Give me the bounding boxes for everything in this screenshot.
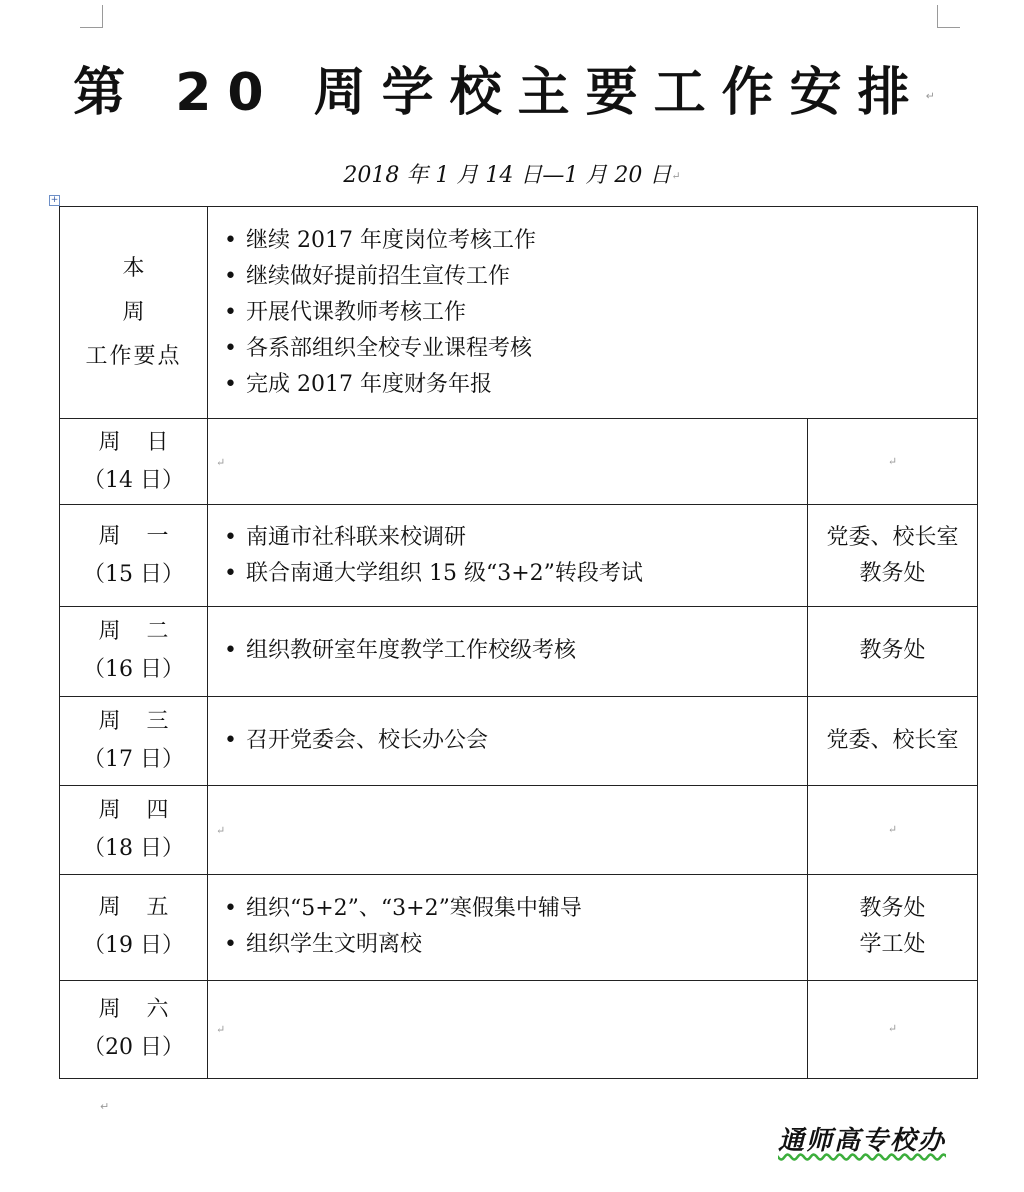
day-items-cell <box>208 785 808 874</box>
paragraph-mark: ↵ <box>887 1022 898 1036</box>
day-name: 周二 <box>98 619 195 645</box>
schedule-table <box>59 206 978 1079</box>
day-name: 周四 <box>98 797 195 823</box>
summary-items-cell <box>208 207 978 419</box>
day-row <box>60 607 978 696</box>
day-item <box>224 723 807 759</box>
summary-item <box>224 259 977 295</box>
day-name: 周五 <box>98 895 195 921</box>
bullet-icon: • <box>224 727 237 753</box>
day-row <box>60 785 978 874</box>
day-cell <box>60 419 208 505</box>
day-date: （14 日） <box>83 467 184 493</box>
dept-cell <box>808 785 978 874</box>
bullet-icon: • <box>224 932 237 958</box>
day-item-text: 组织教研室年度教学工作校级考核 <box>246 638 577 664</box>
dept-name: 党委、校长室 <box>826 524 959 550</box>
summary-label-line2: 工作要点 <box>85 343 182 369</box>
bullet-icon: • <box>224 638 237 664</box>
dept-cell <box>808 505 978 607</box>
date-range: 2018 年 1 月 14 日—1 月 20 日↵ <box>343 163 681 188</box>
crop-mark-top-left <box>80 5 103 28</box>
day-items-cell <box>208 696 808 785</box>
bullet-icon: • <box>224 371 237 397</box>
day-item-list <box>208 891 807 963</box>
day-name: 周三 <box>98 708 195 734</box>
day-item <box>224 927 807 963</box>
day-date: （16 日） <box>83 657 184 683</box>
day-row <box>60 505 978 607</box>
bullet-icon: • <box>224 227 237 253</box>
summary-item <box>224 295 977 331</box>
dept-cell <box>808 980 978 1078</box>
crop-mark-top-right <box>937 5 960 28</box>
bullet-icon: • <box>224 896 237 922</box>
summary-item <box>224 223 977 259</box>
day-items-cell <box>208 607 808 696</box>
day-date: （15 日） <box>83 561 184 587</box>
dept-cell <box>808 419 978 505</box>
day-item-list <box>208 633 807 669</box>
dept-cell <box>808 607 978 696</box>
summary-item-text: 各系部组织全校专业课程考核 <box>246 335 533 361</box>
summary-item-text: 开展代课教师考核工作 <box>246 299 467 325</box>
day-item-text: 召开党委会、校长办公会 <box>246 727 489 753</box>
dept-name: 教务处 <box>859 896 926 922</box>
day-item-text: 组织学生文明离校 <box>246 932 423 958</box>
day-item-list <box>208 723 807 759</box>
paragraph-mark: ↵ <box>100 1100 110 1113</box>
bullet-icon: • <box>224 263 237 289</box>
day-row <box>60 696 978 785</box>
day-item <box>224 520 807 556</box>
day-cell <box>60 785 208 874</box>
paragraph-mark: ↵ <box>216 823 226 837</box>
paragraph-mark: ↵ <box>887 454 898 468</box>
day-item-list <box>208 520 807 592</box>
day-date: （20 日） <box>83 1035 184 1061</box>
bullet-icon: • <box>224 299 237 325</box>
dept-name: 教务处 <box>859 638 926 664</box>
day-item <box>224 633 807 669</box>
day-item <box>224 891 807 927</box>
day-item <box>224 556 807 592</box>
paragraph-mark: ↵ <box>216 455 226 469</box>
day-date: （18 日） <box>83 835 184 861</box>
day-item-text: 组织“5+2”、“3+2”寒假集中辅导 <box>246 896 582 922</box>
day-row <box>60 419 978 505</box>
summary-item <box>224 367 977 403</box>
dept-name: 党委、校长室 <box>826 727 959 753</box>
day-date: （19 日） <box>83 933 184 959</box>
day-items-cell <box>208 419 808 505</box>
table-move-handle-icon[interactable]: + <box>50 195 59 205</box>
bullet-icon: • <box>224 560 237 586</box>
day-name: 周一 <box>98 523 195 549</box>
summary-label-cell <box>60 207 208 419</box>
summary-list <box>208 223 977 403</box>
day-items-cell <box>208 980 808 1078</box>
day-cell <box>60 696 208 785</box>
summary-item-text: 完成 2017 年度财务年报 <box>246 371 492 397</box>
summary-item-text: 继续做好提前招生宣传工作 <box>246 263 511 289</box>
dept-cell <box>808 874 978 980</box>
bullet-icon: • <box>224 524 237 550</box>
summary-item <box>224 331 977 367</box>
paragraph-mark: ↵ <box>887 822 898 836</box>
day-cell <box>60 874 208 980</box>
day-item-text: 南通市社科联来校调研 <box>246 524 467 550</box>
dept-name: 教务处 <box>859 560 926 586</box>
day-items-cell <box>208 874 808 980</box>
summary-label-line1: 本周 <box>122 255 193 325</box>
day-date: （17 日） <box>83 746 184 772</box>
day-name: 周六 <box>98 997 195 1023</box>
day-name: 周日 <box>98 429 195 455</box>
bullet-icon: • <box>224 335 237 361</box>
dept-name: 学工处 <box>859 932 926 958</box>
day-item-text: 联合南通大学组织 15 级“3+2”转段考试 <box>246 560 643 586</box>
day-cell <box>60 980 208 1078</box>
page-title: 第 20 周学校主要工作安排↵ <box>73 63 951 123</box>
day-row <box>60 874 978 980</box>
day-items-cell <box>208 505 808 607</box>
summary-row <box>60 207 978 419</box>
day-cell <box>60 505 208 607</box>
paragraph-mark: ↵ <box>216 1023 226 1037</box>
day-row <box>60 980 978 1078</box>
day-cell <box>60 607 208 696</box>
signature: 通师高专校办 <box>778 1126 947 1156</box>
dept-cell <box>808 696 978 785</box>
summary-item-text: 继续 2017 年度岗位考核工作 <box>246 227 536 253</box>
